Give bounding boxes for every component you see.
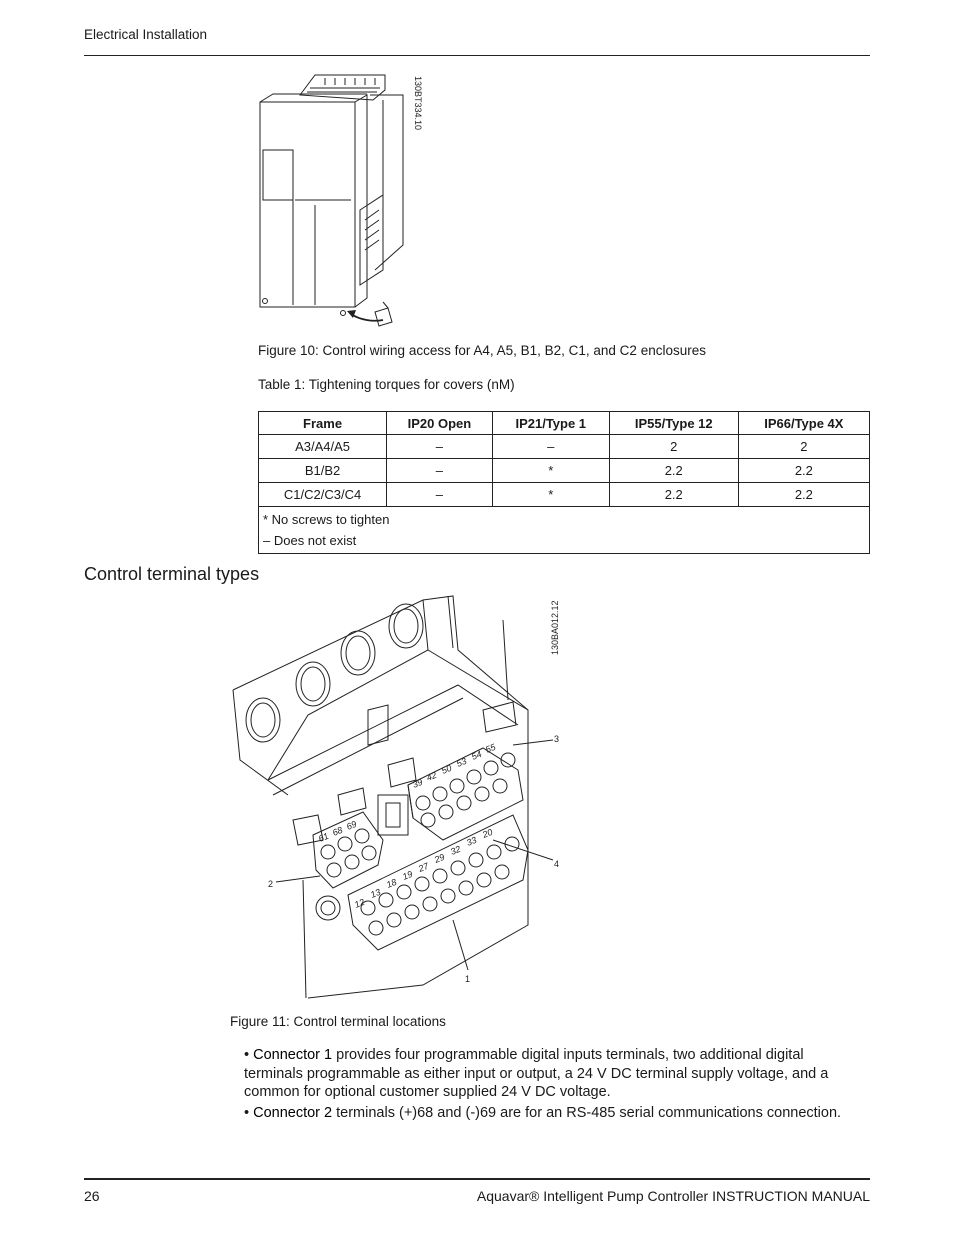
table-cell: B1/B2: [259, 459, 387, 483]
table-row: [259, 435, 870, 459]
connector-bullets: [244, 1046, 864, 1124]
table-cell: –: [387, 435, 493, 459]
term-27: 27: [417, 860, 431, 874]
col-frame: Frame: [259, 412, 387, 435]
table-row: [259, 483, 870, 507]
term-12: 12: [353, 896, 367, 910]
term-61: 61: [317, 830, 331, 844]
manual-title: Aquavar® Intelligent Pump Controller INSTRUCTION MANUAL: [476, 1188, 870, 1204]
running-header: Electrical Installation: [84, 27, 208, 42]
bullet-text: terminals (+)68 and (-)69 are for an RS-485 serial communications connection.: [332, 1104, 842, 1121]
term-69: 69: [345, 818, 359, 832]
term-32: 32: [449, 843, 463, 857]
figure-10-id: 130BT334.10: [413, 76, 423, 131]
col-ip20: IP20 Open: [387, 412, 493, 435]
term-53: 53: [455, 755, 469, 769]
note-not-exist: – Does not exist: [263, 533, 357, 548]
callout-3: 3: [554, 734, 560, 744]
table-1-caption: Table 1: Tightening torques for covers (nM): [258, 377, 515, 392]
figure-11-illustration: [228, 590, 573, 1002]
bullet-text: provides four programmable digital inputs terminals, two additional digital terminals programmable as either input or output, a 24 V DC terminal supply voltage, and a common for optional customer supplied 24 V DC voltage.: [244, 1047, 829, 1100]
figure-11-id: 130BA012.12: [550, 600, 560, 655]
table-cell: *: [492, 483, 609, 507]
footer-rule: [84, 1178, 870, 1180]
callout-4: 4: [554, 859, 560, 869]
table-cell: 2: [738, 435, 869, 459]
bullet-connector-2: • Connector 2 terminals (+)68 and (-)69 are for an RS-485 serial communications connection.: [244, 1104, 842, 1121]
callout-2: 2: [268, 879, 274, 889]
table-cell: *: [492, 459, 609, 483]
table-cell: –: [387, 483, 493, 507]
term-39: 39: [411, 776, 425, 790]
figure-10-caption: Figure 10: Control wiring access for A4, A5, B1, B2, C1, and C2 enclosures: [258, 343, 706, 358]
page-number: 26: [84, 1188, 100, 1204]
table-notes-row: [259, 507, 870, 554]
table-cell: 2.2: [738, 459, 869, 483]
term-19: 19: [401, 868, 415, 882]
table-notes: [259, 507, 870, 554]
header-rule: [84, 55, 870, 56]
bullet-connector-1: • Connector 1 provides four programmable digital inputs terminals, two additional digital terminals programmable as either input or output, a 24 V DC terminal supply voltage, and a common for optional customer supplied 24 V DC voltage.: [244, 1047, 829, 1100]
table-header-row: [259, 412, 870, 435]
term-50: 50: [440, 762, 454, 776]
term-29: 29: [433, 851, 447, 865]
section-title: Control terminal types: [84, 564, 260, 584]
torque-table: [258, 411, 870, 554]
figure-10-illustration: [255, 70, 425, 332]
col-ip66: IP66/Type 4X: [738, 412, 869, 435]
term-33: 33: [465, 834, 479, 848]
table-cell: 2.2: [609, 483, 738, 507]
figure-11-caption: Figure 11: Control terminal locations: [230, 1014, 446, 1029]
note-no-screws: * No screws to tighten: [263, 512, 390, 527]
term-54: 54: [470, 748, 484, 762]
bullet-lead: Connector 1: [253, 1047, 333, 1063]
table-cell: 2: [609, 435, 738, 459]
table-cell: A3/A4/A5: [259, 435, 387, 459]
callout-1: 1: [465, 974, 471, 984]
term-20: 20: [481, 826, 495, 840]
col-ip21: IP21/Type 1: [492, 412, 609, 435]
table-row: [259, 459, 870, 483]
table-cell: –: [387, 459, 493, 483]
table-cell: 2.2: [609, 459, 738, 483]
term-18: 18: [385, 876, 399, 890]
col-ip55: IP55/Type 12: [609, 412, 738, 435]
term-42: 42: [425, 769, 439, 783]
bullet-lead: Connector 2: [253, 1104, 333, 1121]
table-cell: 2.2: [738, 483, 869, 507]
table-cell: –: [492, 435, 609, 459]
term-55: 55: [484, 741, 498, 755]
term-13: 13: [369, 886, 383, 900]
term-68: 68: [331, 824, 345, 838]
table-cell: C1/C2/C3/C4: [259, 483, 387, 507]
